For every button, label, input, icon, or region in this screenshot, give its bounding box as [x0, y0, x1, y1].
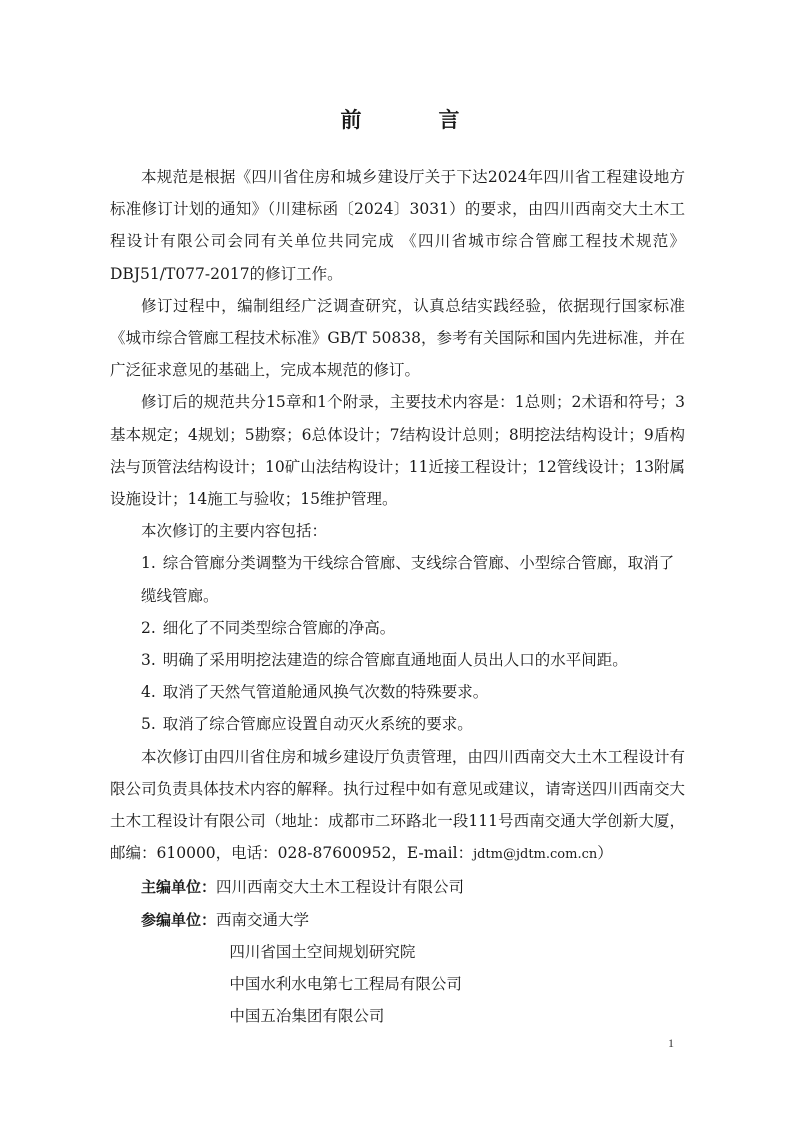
- revision-item: [110, 547, 685, 611]
- revision-item: [110, 708, 685, 740]
- page-title: 前 言: [340, 107, 488, 132]
- revision-text: 细化了不同类型综合管廊的净高。: [162, 618, 396, 637]
- chief-editor-row: [110, 871, 685, 903]
- paragraph-contents: 修订后的规范共分15章和1个附录，主要技术内容是：1总则；2术语和符号；3基本规定；4规划；5勘察；6总体设计；7结构设计总则；8明挖法结构设计；9盾构法与顶管法结构设计；10矿山法结构设计；11近接工程设计；12管线设计；13附属设施设计；14施工与验收；15维护管理。: [110, 393, 685, 509]
- contact-email: jdtm@jdtm.com.cn: [473, 847, 598, 863]
- participant-unit: 四川省国土空间规划研究院: [229, 942, 416, 961]
- chief-editor-unit: 四川西南交大土木工程设计有限公司: [216, 878, 465, 897]
- revision-item: [110, 612, 685, 644]
- closing-paren: ）: [597, 844, 613, 863]
- paragraph-revision-intro: 本次修订的主要内容包括：: [141, 522, 328, 541]
- participant-label: 参编单位：: [141, 910, 217, 929]
- revision-text: 明确了采用明挖法建造的综合管廊直通地面人员出人口的水平间距。: [162, 651, 628, 670]
- revision-text: 取消了综合管廊应设置自动灭火系统的要求。: [162, 715, 473, 734]
- revision-text: 综合管廊分类调整为干线综合管廊、支线综合管廊、小型综合管廊，取消了缆线管廊。: [141, 554, 675, 605]
- revision-item: [110, 644, 685, 676]
- participant-unit: 中国水利水电第七工程局有限公司: [229, 975, 462, 994]
- revision-number: 4.: [141, 683, 156, 702]
- revision-number: 3.: [141, 651, 156, 670]
- revision-item: [110, 676, 685, 708]
- participant-unit: 中国五冶集团有限公司: [229, 1007, 385, 1026]
- management-text: 本次修订由四川省住房和城乡建设厅负责管理，由四川西南交大土木工程设计有限公司负责具体技术内容的解释。执行过程中如有意见或建议，请寄送四川西南交大土木工程设计有限公司（地址：成都市二环路北一段111号西南交通大学创新大厦，邮编：610000，电话：028-87600952，E-mail：: [110, 747, 685, 863]
- document-body: [110, 161, 685, 1032]
- chief-editor-label: 主编单位：: [141, 878, 217, 897]
- revision-number: 2.: [141, 618, 156, 637]
- paragraph-process: 修订过程中，编制组经广泛调查研究，认真总结实践经验，依据现行国家标准《城市综合管廊工程技术标准》GB/T 50838，参考有关国际和国内先进标准，并在广泛征求意见的基础上，完成本规范的修订。: [110, 296, 685, 380]
- paragraph-basis: 本规范是根据《四川省住房和城乡建设厅关于下达2024年四川省工程建设地方标准修订计划的通知》（川建标函〔2024〕3031）的要求，由四川西南交大土木工程设计有限公司会同有关单位共同完成 《四川省城市综合管廊工程技术规范》DBJ51/T077-2017的修订工作。: [110, 168, 685, 283]
- participant-unit: 西南交通大学: [216, 910, 310, 929]
- revision-number: 5.: [141, 715, 156, 734]
- page-number: 1: [668, 1036, 674, 1050]
- participant-row: [110, 904, 685, 936]
- paragraph-management: [110, 741, 685, 872]
- revision-number: 1.: [141, 554, 156, 573]
- revision-text: 取消了天然气管道舱通风换气次数的特殊要求。: [162, 683, 489, 702]
